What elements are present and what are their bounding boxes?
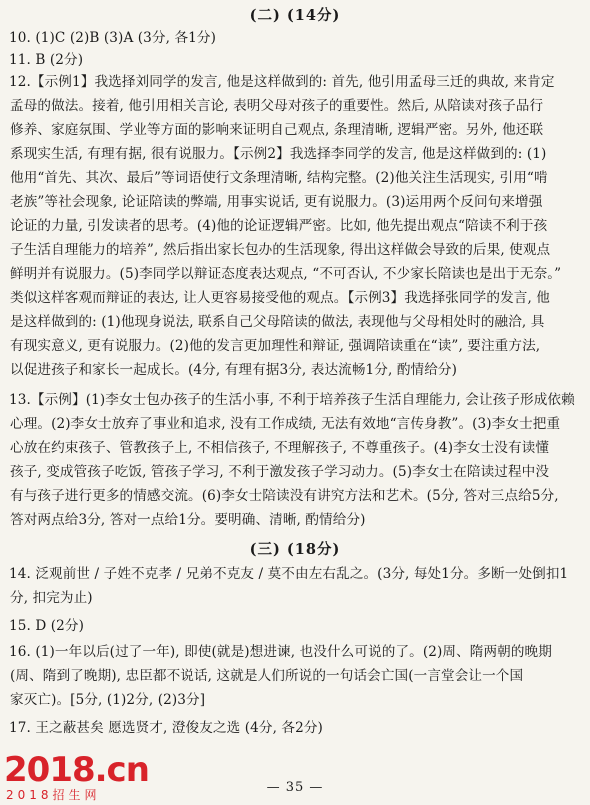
answer-12-line: 论证的力量, 引发读者的思考。(4)他的论证逻辑严密。比如, 他先提出观点“陪读不利于孩 (10, 218, 548, 234)
answer-12-line: 系现实生活, 有理有据, 很有说服力。【示例2】我选择李同学的发言, 他是这样做到的: (1) (10, 146, 547, 162)
answer-14-line: 分, 扣完为止) (10, 590, 93, 606)
answer-13-line: 有与孩子进行更多的情感交流。(6)李女士陪读没有讲究方法和艺术。(5分, 答对三点给5分, (10, 488, 559, 504)
watermark-sub-text: 2018招生网 (6, 788, 101, 802)
answer-13-line: 心理。(2)李女士放弃了事业和追求, 没有工作成绩, 无法有效地“言传身教”。(3)李女士把重 (10, 416, 561, 432)
answer-13-line: 13.【示例】(1)李女士包办孩子的生活小事, 不利于培养孩子生活自理能力, 会让孩子形成依赖 (9, 392, 575, 408)
answer-12-line: 子生活自理能力的培养”, 然后指出家长包办的生活现象, 得出这样做会导致的后果, 使观点 (10, 242, 551, 258)
page-number: — 35 — (266, 780, 324, 795)
answer-12-line: 类似这样客观而辩证的表达, 让人更容易接受他的观点。【示例3】我选择张同学的发言, 他 (10, 290, 550, 306)
answer-12-line: 是这样做到的: (1)他现身说法, 联系自己父母陪读的做法, 表现他与父母相处时的融洽, 具 (10, 314, 545, 330)
answer-13-line: 答对两点给3分, 答对一点给1分。要明确、清晰, 酌情给分) (10, 512, 366, 528)
answer-16-line: 家灭亡)。[5分, (1)2分, (2)3分] (10, 692, 206, 708)
answer-12-line: 鲜明并有说服力。(5)李同学以辩证态度表达观点, “不可否认, 不少家长陪读也是出于无奈。” (10, 266, 562, 282)
answer-11: 11. B (2分) (9, 52, 84, 68)
answer-12-line: 老族”等社会现象, 论证陪读的弊端, 用事实说话, 更有说服力。(3)运用两个反问句来增强 (10, 194, 543, 210)
section-heading-3: (三) (18分) (249, 541, 341, 558)
section-heading-2: (二) (14分) (249, 7, 341, 24)
answer-14-line: 14. 泛观前世 / 子姓不克孝 / 兄弟不克友 / 莫不由左右乱之。(3分, 每处1分。多断一处倒扣1 (9, 566, 569, 582)
answer-13-line: 心放在约束孩子、管教孩子上, 不相信孩子, 不理解孩子, 不尊重孩子。(4)李女士没有读懂 (10, 440, 550, 456)
answer-13-line: 孩子, 变成管孩子吃饭, 管孩子学习, 不利于激发孩子学习动力。(5)李女士在陪读过程中没 (10, 464, 550, 480)
answer-12-line: 孟母的做法。接着, 他引用相关言论, 表明父母对孩子的重要性。然后, 从陪读对孩子品行 (10, 98, 544, 114)
answer-16-line: (周、隋到了晚期), 忠臣都不说话, 这就是人们所说的一句话会亡国(一言堂会让一个国 (10, 668, 524, 684)
answer-12-line: 12.【示例1】我选择刘同学的发言, 他是这样做到的: 首先, 他引用孟母三迁的典故, 来肯定 (9, 74, 555, 90)
answer-15: 15. D (2分) (9, 618, 85, 634)
answer-10: 10. (1)C (2)B (3)A (3分, 各1分) (9, 30, 217, 46)
answer-12-line: 修养、家庭氛围、学业等方面的影响来证明自己观点, 条理清晰, 逻辑严密。另外, 他还联 (10, 122, 544, 138)
answer-12-line: 他用“首先、其次、最后”等词语使行文条理清晰, 结构完整。(2)他关注生活现实, 引用“啃 (10, 170, 548, 186)
watermark-main-text: 2018.cn (4, 750, 149, 790)
answer-12-line: 以促进孩子和家长一起成长。(4分, 有理有据3分, 表达流畅1分, 酌情给分) (10, 362, 458, 378)
answer-17: 17. 王之蔽甚矣 愿选贤才, 澄俊友之选 (4分, 各2分) (9, 720, 323, 736)
site-watermark-logo (4, 752, 174, 804)
answer-12-line: 有现实意义, 更有说服力。(2)他的发言更加理性和辩证, 强调陪读重在“读”, 要注重方法, (10, 338, 541, 354)
answer-16-line: 16. (1)一年以后(过了一年), 即使(就是)想进谏, 也没什么可说的了。(2)周、隋两朝的晚期 (9, 644, 552, 660)
